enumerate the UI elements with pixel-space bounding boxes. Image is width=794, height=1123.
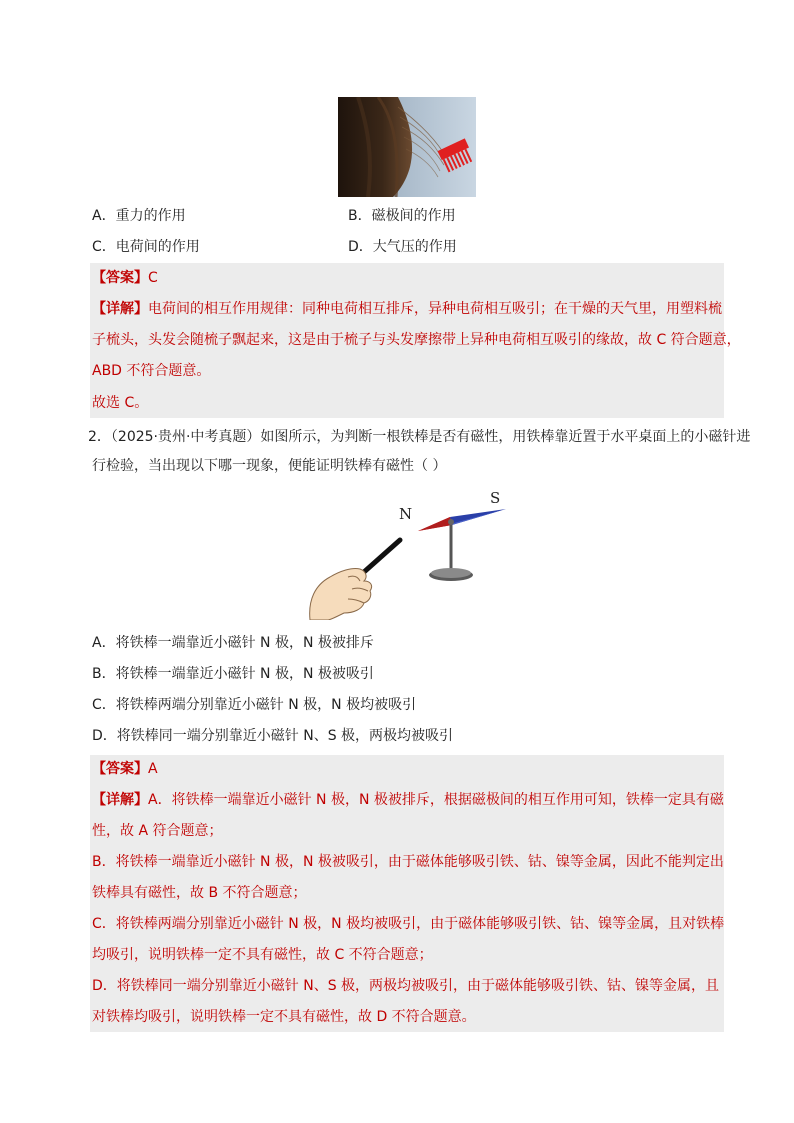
q1-detail-line-3: ABD 不符合题意。 bbox=[92, 363, 211, 379]
q2-detail-line-5: C．将铁棒两端分别靠近小磁针 N 极，N 极均被吸引，由于磁体能够吸引铁、钴、镍等金属，且对铁棒 bbox=[92, 916, 725, 932]
q1-option-b: B．磁极间的作用 bbox=[348, 208, 456, 224]
q2-detail-line-4: 铁棒具有磁性，故 B 不符合题意； bbox=[92, 885, 307, 901]
q2-detail-line-3: B．将铁棒一端靠近小磁针 N 极，N 极被吸引，由于磁体能够吸引铁、钴、镍等金属，因此不能判定出 bbox=[92, 854, 724, 870]
q2-detail-line-8: 对铁棒均吸引，说明铁棒一定不具有磁性，故 D 不符合题意。 bbox=[92, 1009, 476, 1025]
q2-answer-value: A bbox=[148, 761, 158, 777]
q2-detail-line-7: D．将铁棒同一端分别靠近小磁针 N、S 极，两极均被吸引，由于磁体能够吸引铁、钴、镍等金属，且 bbox=[92, 978, 720, 994]
q2-stem-line-1: 2．（2025·贵州·中考真题）如图所示，为判断一根铁棒是否有磁性，用铁棒靠近置于水平桌面上的小磁针进 bbox=[88, 429, 751, 445]
q2-answer bbox=[92, 759, 158, 779]
q2-option-b: B．将铁棒一端靠近小磁针 N 极，N 极被吸引 bbox=[92, 666, 374, 682]
q2-option-d: D．将铁棒同一端分别靠近小磁针 N、S 极，两极均被吸引 bbox=[92, 728, 454, 744]
q1-option-d: D．大气压的作用 bbox=[348, 239, 457, 255]
q2-option-c: C．将铁棒两端分别靠近小磁针 N 极，N 极均被吸引 bbox=[92, 697, 417, 713]
s-pole-label: S bbox=[490, 489, 501, 507]
n-pole-label: N bbox=[399, 505, 413, 523]
q2-detail-label: 【详解】 bbox=[92, 792, 148, 808]
q2-answer-label: 【答案】 bbox=[92, 761, 148, 777]
q1-answer-value: C bbox=[148, 270, 158, 286]
q1-option-c: C．电荷间的作用 bbox=[92, 239, 200, 255]
hand bbox=[310, 568, 372, 620]
hair-comb-illustration bbox=[338, 97, 476, 197]
compass-needle bbox=[418, 509, 506, 531]
q2-option-a: A．将铁棒一端靠近小磁针 N 极，N 极被排斥 bbox=[92, 635, 374, 651]
compass-stand bbox=[429, 525, 473, 581]
hair-comb-photo bbox=[338, 97, 476, 197]
q1-detail-label: 【详解】 bbox=[92, 301, 148, 317]
magnet-experiment-illustration bbox=[300, 485, 515, 620]
q1-detail-line-1: 【详解】电荷间的相互作用规律：同种电荷相互排斥，异种电荷相互吸引；在干燥的天气里，用塑料梳 bbox=[92, 301, 722, 317]
q1-answer bbox=[92, 268, 158, 288]
q1-answer-label: 【答案】 bbox=[92, 270, 148, 286]
q2-detail-line-6: 均吸引，说明铁棒一定不具有磁性，故 C 不符合题意； bbox=[92, 947, 433, 963]
q1-detail-line-2: 子梳头，头发会随梳子飘起来，这是由于梳子与头发摩擦带上异种电荷相互吸引的缘故，故 C 符合题意， bbox=[92, 332, 741, 348]
q1-conclusion: 故选 C。 bbox=[92, 395, 149, 411]
magnet-needle-figure bbox=[300, 485, 515, 620]
q2-stem-line-2: 行检验，当出现以下哪一现象，便能证明铁棒有磁性（ ） bbox=[92, 458, 447, 474]
q2-detail-line-2: 性，故 A 符合题意； bbox=[92, 823, 223, 839]
q2-detail-line-1: 【详解】A．将铁棒一端靠近小磁针 N 极，N 极被排斥，根据磁极间的相互作用可知，铁棒一定具有磁 bbox=[92, 792, 724, 808]
q1-option-a: A．重力的作用 bbox=[92, 208, 186, 224]
